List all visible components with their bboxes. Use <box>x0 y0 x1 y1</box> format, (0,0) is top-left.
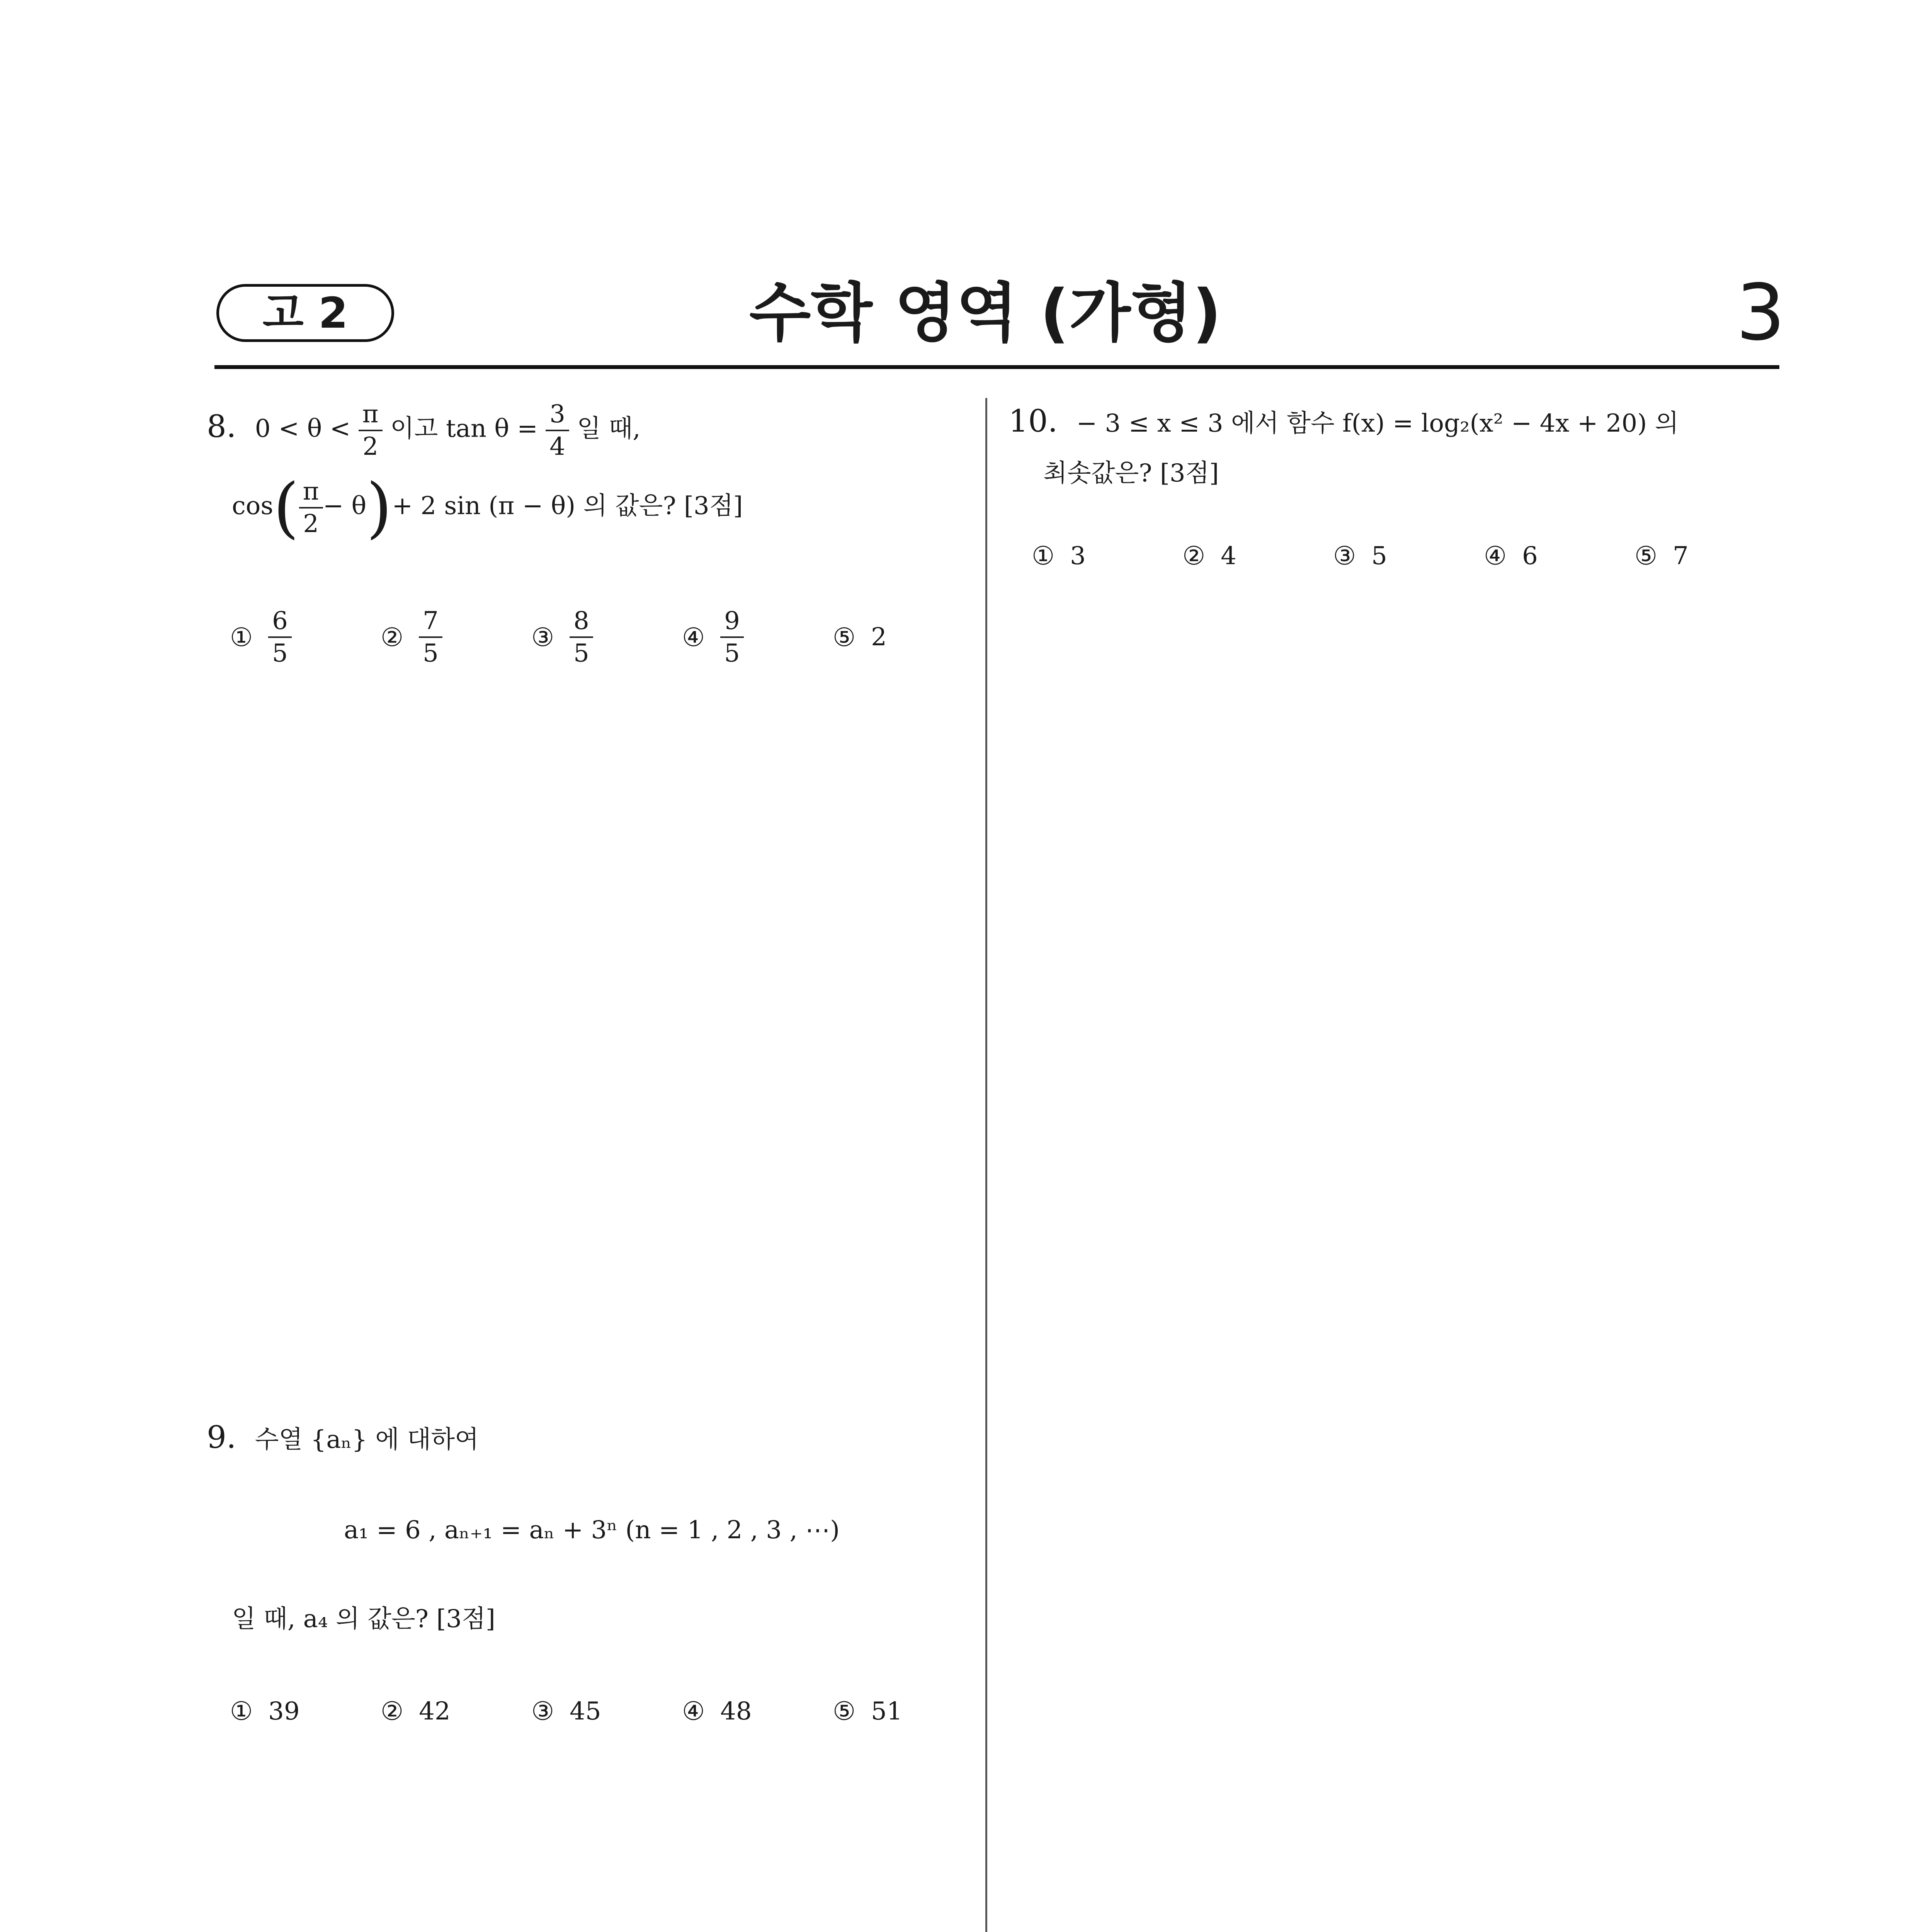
cos-label: cos <box>232 492 274 520</box>
page-number: 3 <box>1736 268 1785 358</box>
q8-question: + 2 sin (π − θ) 의 값은? [3점] <box>392 492 743 520</box>
choice-mark: ④ <box>1484 541 1507 571</box>
fraction-3-over-4 <box>546 402 569 459</box>
q9-choices <box>230 1696 983 1726</box>
choice-value: 48 <box>720 1697 752 1726</box>
q9-question: 일 때, a₄ 의 값은? [3점] <box>232 1605 495 1633</box>
grade-badge: 고 2 <box>216 284 394 342</box>
choice-2[interactable] <box>381 1696 531 1726</box>
choice-3[interactable] <box>1333 541 1484 571</box>
choice-value: 5 <box>1371 541 1387 570</box>
fraction-pi-over-2 <box>359 402 383 459</box>
choice-mark: ⑤ <box>1634 541 1658 571</box>
question-number: 9. <box>207 1419 236 1455</box>
sequence-symbol: {aₙ} <box>310 1425 367 1454</box>
choice-mark: ② <box>1182 541 1206 571</box>
q8-when: 일 때, <box>577 414 641 443</box>
choice-mark: ③ <box>1333 541 1356 571</box>
choice-fraction <box>720 609 744 666</box>
choice-2[interactable] <box>1182 541 1333 571</box>
numerator: 8 <box>570 609 593 638</box>
numerator: 6 <box>268 609 292 638</box>
choice-value: 4 <box>1221 541 1236 570</box>
denominator: 5 <box>573 639 589 668</box>
question-number: 10. <box>1009 403 1058 439</box>
choice-2[interactable] <box>381 609 531 666</box>
choice-5[interactable] <box>833 609 983 666</box>
choice-3[interactable] <box>531 609 682 666</box>
choice-value: 2 <box>871 623 887 651</box>
q8-condition: 0 < θ < <box>255 414 351 443</box>
q9-recurrence-formula: a₁ = 6 , aₙ₊₁ = aₙ + 3ⁿ (n = 1 , 2 , 3 , ⋯) <box>344 1516 840 1544</box>
choice-value: 3 <box>1070 541 1086 570</box>
choice-value: 42 <box>419 1697 451 1726</box>
q10-question: 최솟값은? [3점] <box>1043 459 1219 488</box>
choice-4[interactable] <box>1484 541 1634 571</box>
choice-1[interactable] <box>230 609 381 666</box>
denominator: 4 <box>549 432 565 461</box>
numerator: 9 <box>720 609 744 638</box>
numerator: 3 <box>546 402 569 431</box>
choice-value: 51 <box>871 1697 903 1726</box>
question-number: 8. <box>207 408 236 444</box>
question-8 <box>207 402 641 459</box>
choice-mark: ① <box>1032 541 1055 571</box>
fraction-pi-over-2 <box>299 479 323 536</box>
q8-choices <box>230 609 983 666</box>
page-title: 수학 영역 (가형) <box>749 276 1222 350</box>
minus-theta: − θ <box>323 492 367 520</box>
choice-fraction <box>419 609 442 666</box>
q10-choices <box>1032 541 1785 571</box>
choice-value: 6 <box>1522 541 1538 570</box>
denominator: 5 <box>272 639 288 668</box>
choice-fraction <box>268 609 292 666</box>
column-divider <box>985 398 987 1932</box>
choice-4[interactable] <box>682 1696 833 1726</box>
denominator: 5 <box>423 639 439 668</box>
denominator: 2 <box>362 432 378 461</box>
numerator: π <box>299 479 323 509</box>
choice-mark: ① <box>230 1696 253 1726</box>
choice-mark: ⑤ <box>833 622 856 652</box>
choice-1[interactable] <box>1032 541 1182 571</box>
choice-mark: ② <box>381 1696 404 1726</box>
q9-intro-post: 에 대하여 <box>375 1425 479 1454</box>
choice-mark: ③ <box>531 622 554 652</box>
choice-value: 45 <box>570 1697 601 1726</box>
q8-tan-condition: 이고 tan θ = <box>390 414 538 443</box>
choice-1[interactable] <box>230 1696 381 1726</box>
denominator: 2 <box>303 510 319 538</box>
q10-statement: − 3 ≤ x ≤ 3 에서 함수 f(x) = log₂(x² − 4x + 20) 의 <box>1076 409 1679 438</box>
choice-4[interactable] <box>682 609 833 666</box>
choice-mark: ④ <box>682 622 705 652</box>
choice-5[interactable] <box>1634 541 1785 571</box>
q9-intro: 수열 <box>255 1425 303 1454</box>
choice-mark: ③ <box>531 1696 554 1726</box>
q8-expression: cos( $\frac{\pi}{2}$ − θ)+ 2 sin (π − θ) 의 값은? [3점] <box>232 469 743 546</box>
choice-3[interactable] <box>531 1696 682 1726</box>
choice-5[interactable] <box>833 1696 983 1726</box>
numerator: 7 <box>419 609 442 638</box>
choice-value: 7 <box>1673 541 1689 570</box>
denominator: 5 <box>724 639 740 668</box>
question-9 <box>207 1418 479 1459</box>
choice-fraction <box>570 609 593 666</box>
choice-mark: ② <box>381 622 404 652</box>
choice-mark: ⑤ <box>833 1696 856 1726</box>
question-10 <box>1009 402 1679 443</box>
choice-mark: ④ <box>682 1696 705 1726</box>
header-rule <box>214 365 1779 369</box>
numerator: π <box>359 402 383 431</box>
choice-value: 39 <box>268 1697 300 1726</box>
choice-mark: ① <box>230 622 253 652</box>
